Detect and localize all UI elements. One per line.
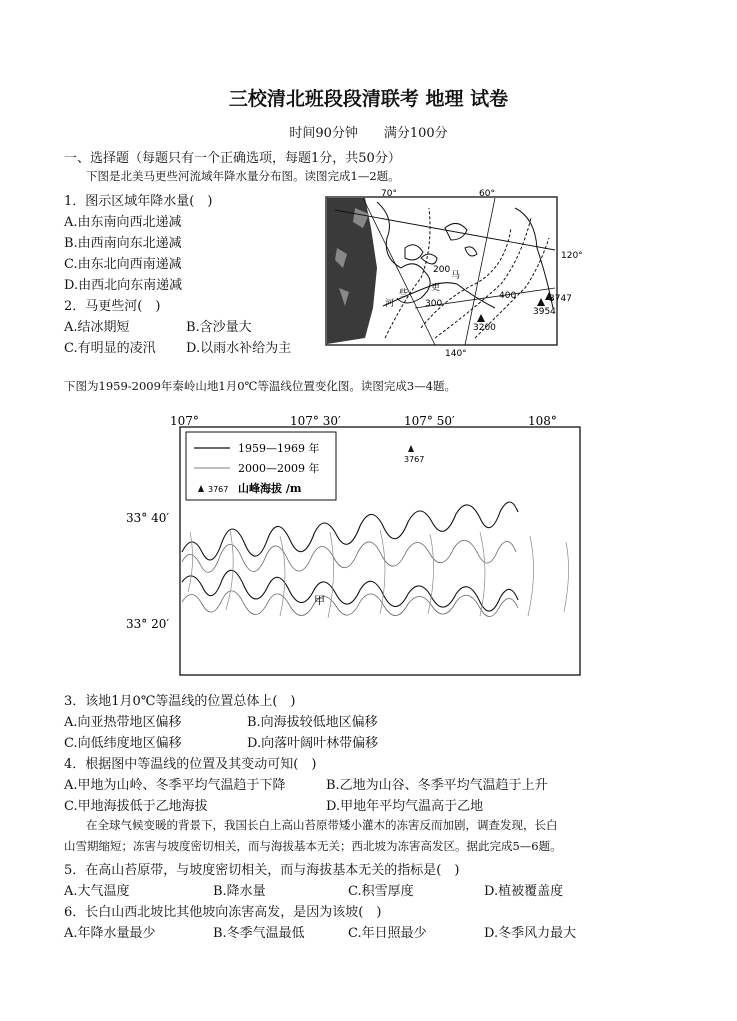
group3-intro-line1: 在全球气候变暖的背景下，我国长白上高山苔原带矮小灌木的冻害反而加剧，调查发现，长白 xyxy=(86,818,558,832)
q3-option-a: A.向亚热带地区偏移 xyxy=(64,715,182,730)
q5-option-a: A.大气温度 xyxy=(64,884,130,899)
q1-stem: 1．图示区域年降水量( ) xyxy=(64,194,213,209)
page-title: 三校清北班段段清联考 地理 试卷 xyxy=(228,88,509,110)
q3-option-c: C.向低纬度地区偏移 xyxy=(64,736,182,751)
q5-option-c: C.积雪厚度 xyxy=(348,884,414,899)
peak-3747: 3747 xyxy=(549,294,572,304)
group2-intro: 下图为1959-2009年秦岭山地1月0℃等温线位置变化图。读图完成3—4题。 xyxy=(64,379,457,393)
q3-option-d: D.向落叶阔叶林带偏移 xyxy=(247,736,379,751)
isohyet-300: 300 xyxy=(425,299,443,309)
qinling-isotherm-map xyxy=(120,412,590,680)
q1-option-d: D.由西北向东南递减 xyxy=(64,278,183,293)
river-char-3: 些 xyxy=(399,289,409,299)
q2-option-d: D.以雨水补给为主 xyxy=(186,341,292,356)
q3-stem: 3．该地1月0℃等温线的位置总体上( ) xyxy=(64,694,296,709)
q6-option-c: C.年日照最少 xyxy=(348,926,427,941)
lon-label-107: 107° xyxy=(170,414,199,428)
q1-option-a: A.由东南向西北递减 xyxy=(64,215,182,230)
legend-peak-sample: 3767 xyxy=(208,485,229,494)
lat-label-33-40: 33° 40′ xyxy=(126,511,170,525)
river-char-4: 河 xyxy=(385,299,395,309)
q2-option-c: C.有明显的凌汛 xyxy=(64,341,156,356)
isohyet-200: 200 xyxy=(433,265,451,275)
q4-stem: 4．根据图中等温线的位置及其变动可知( ) xyxy=(64,757,317,772)
q1-option-b: B.由西南向东北递减 xyxy=(64,236,182,251)
q3-option-b: B.向海拔较低地区偏移 xyxy=(247,715,378,730)
map-lon-140: 140° xyxy=(445,349,467,358)
map-lon-120: 120° xyxy=(561,251,583,261)
q6-option-b: B.冬季气温最低 xyxy=(213,926,305,941)
isohyet-400: 400 xyxy=(499,291,517,301)
q6-stem: 6．长白山西北坡比其他坡向冻害高发，是因为该坡( ) xyxy=(64,905,382,920)
q2-option-a: A.结冰期短 xyxy=(64,320,130,335)
legend-1959-1969: 1959—1969 年 xyxy=(238,442,320,455)
peak-3200: 3200 xyxy=(473,323,496,333)
q6-option-d: D.冬季风力最大 xyxy=(484,926,577,941)
exam-time-score: 时间90分钟 满分100分 xyxy=(289,126,448,141)
legend-peak-elevation: 山峰海拔 /m xyxy=(238,482,302,495)
group1-intro: 下图是北美马更些河流域年降水量分布图。读图完成1—2题。 xyxy=(86,169,400,183)
section-heading: 一、选择题（每题只有一个正确选项，每题1分，共50分） xyxy=(64,151,401,166)
q5-stem: 5．在高山苔原带，与坡度密切相关，而与海拔基本无关的指标是( ) xyxy=(64,863,460,878)
q1-option-c: C.由东北向西南递减 xyxy=(64,257,182,272)
map-lon-60: 60° xyxy=(479,189,495,199)
q2-option-b: B.含沙量大 xyxy=(186,320,252,335)
q6-option-a: A.年降水量最少 xyxy=(64,926,156,941)
q2-stem: 2．马更些河( ) xyxy=(64,299,161,314)
peak-3767: 3767 xyxy=(404,455,425,464)
legend-2000-2009: 2000—2009 年 xyxy=(238,462,320,475)
q4-option-d: D.甲地年平均气温高于乙地 xyxy=(326,799,484,814)
lon-label-107-50: 107° 50′ xyxy=(404,414,455,428)
map-lon-70: 70° xyxy=(381,189,397,199)
point-jia: 甲 xyxy=(314,594,325,607)
q4-option-b: B.乙地为山谷、冬季平均气温趋于上升 xyxy=(326,778,548,793)
q5-option-d: D.植被覆盖度 xyxy=(484,884,564,899)
river-char-1: 马 xyxy=(451,271,461,281)
peak-3954: 3954 xyxy=(533,307,556,317)
lon-label-107-30: 107° 30′ xyxy=(290,414,341,428)
lon-label-108: 108° xyxy=(528,414,557,428)
group3-intro-line2: 山雪期缩短；冻害与坡度密切相关，而与海拔基本无关；西北坡为冻害高发区。据此完成5—6题。 xyxy=(64,839,562,853)
river-char-2: 更 xyxy=(431,283,441,293)
q4-option-a: A.甲地为山岭、冬季平均气温趋于下降 xyxy=(64,778,286,793)
q4-option-c: C.甲地海拔低于乙地海拔 xyxy=(64,799,208,814)
mackenzie-precipitation-map xyxy=(325,188,587,358)
q5-option-b: B.降水量 xyxy=(213,884,266,899)
lat-label-33-20: 33° 20′ xyxy=(126,617,170,631)
